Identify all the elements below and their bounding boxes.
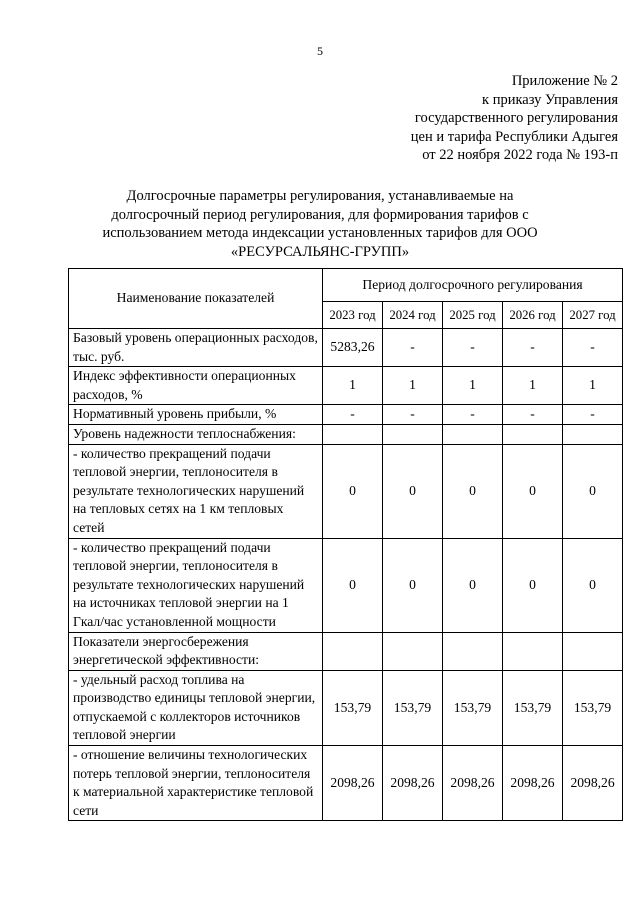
row-value: 2098,26: [323, 746, 383, 821]
table-row: [69, 444, 623, 538]
row-value: 2098,26: [563, 746, 623, 821]
row-value: 2098,26: [383, 746, 443, 821]
row-value: 1: [563, 367, 623, 405]
row-name: - количество прекращений подачи тепловой энергии, теплоносителя в результате технологических нарушений на источниках тепловой энергии на 1 Гкал/час установленной мощности: [69, 538, 323, 632]
row-value: 0: [563, 538, 623, 632]
row-value: 0: [383, 538, 443, 632]
table-header-row: [69, 269, 623, 302]
row-value: 0: [383, 444, 443, 538]
row-name: - удельный расход топлива на производство единицы тепловой энергии, отпускаемой с коллекторов источников тепловой энергии: [69, 670, 323, 745]
table-row: [69, 405, 623, 425]
row-value: 1: [503, 367, 563, 405]
table-row: [69, 424, 623, 444]
row-value: 0: [323, 444, 383, 538]
row-value: 5283,26: [323, 329, 383, 367]
row-value: [443, 632, 503, 670]
row-name: Нормативный уровень прибыли, %: [69, 405, 323, 425]
row-value: 153,79: [383, 670, 443, 745]
appendix-line: от 22 ноября 2022 года № 193-п: [422, 147, 618, 164]
row-name: Показатели энергосбережения энергетической эффективности:: [69, 632, 323, 670]
row-value: 0: [443, 538, 503, 632]
row-value: [383, 632, 443, 670]
table-row: [69, 329, 623, 367]
row-value: [383, 424, 443, 444]
row-name: - количество прекращений подачи тепловой энергии, теплоносителя в результате технологических нарушений на тепловых сетях на 1 км тепловых сетей: [69, 444, 323, 538]
row-value: [323, 424, 383, 444]
row-value: -: [443, 405, 503, 425]
appendix-block: [411, 72, 618, 165]
appendix-line: государственного регулирования: [414, 110, 618, 127]
row-value: [563, 424, 623, 444]
row-value: -: [443, 329, 503, 367]
row-value: 1: [443, 367, 503, 405]
title-line: долгосрочный период регулирования, для формирования тарифов с: [111, 206, 529, 223]
row-value: 0: [503, 538, 563, 632]
title-line: использованием метода индексации установленных тарифов для ООО: [102, 225, 538, 242]
row-value: [443, 424, 503, 444]
document-title: [80, 187, 560, 261]
name-column-header: Наименование показателей: [69, 269, 323, 329]
row-value: -: [503, 405, 563, 425]
period-column-header: Период долгосрочного регулирования: [323, 269, 623, 302]
row-value: 0: [443, 444, 503, 538]
row-value: 0: [503, 444, 563, 538]
year-header: 2027 год: [563, 302, 623, 329]
page-number: 5: [317, 44, 323, 58]
parameters-table: [68, 268, 623, 821]
row-value: 0: [323, 538, 383, 632]
row-value: 1: [383, 367, 443, 405]
row-name: Уровень надежности теплоснабжения:: [69, 424, 323, 444]
row-value: [503, 424, 563, 444]
row-value: [563, 632, 623, 670]
row-name: - отношение величины технологических потерь тепловой энергии, теплоносителя к материальной характеристике тепловой сети: [69, 746, 323, 821]
table-row: [69, 746, 623, 821]
appendix-line: цен и тарифа Республики Адыгея: [410, 128, 618, 145]
row-value: 2098,26: [443, 746, 503, 821]
table-row: [69, 538, 623, 632]
row-value: -: [383, 329, 443, 367]
year-header: 2023 год: [323, 302, 383, 329]
title-line: Долгосрочные параметры регулирования, устанавливаемые на: [126, 188, 514, 204]
row-value: 153,79: [443, 670, 503, 745]
appendix-line: к приказу Управления: [482, 91, 618, 108]
year-header: 2024 год: [383, 302, 443, 329]
appendix-line: Приложение № 2: [511, 73, 618, 89]
row-value: [323, 632, 383, 670]
row-name: Индекс эффективности операционных расходов, %: [69, 367, 323, 405]
row-value: -: [383, 405, 443, 425]
table-row: [69, 632, 623, 670]
row-value: 0: [563, 444, 623, 538]
year-header: 2026 год: [503, 302, 563, 329]
year-header: 2025 год: [443, 302, 503, 329]
row-name: Базовый уровень операционных расходов, тыс. руб.: [69, 329, 323, 367]
row-value: -: [323, 405, 383, 425]
row-value: 153,79: [503, 670, 563, 745]
row-value: -: [503, 329, 563, 367]
row-value: -: [563, 329, 623, 367]
row-value: 153,79: [323, 670, 383, 745]
row-value: 153,79: [563, 670, 623, 745]
table-row: [69, 670, 623, 745]
row-value: -: [563, 405, 623, 425]
row-value: 2098,26: [503, 746, 563, 821]
row-value: 1: [323, 367, 383, 405]
row-value: [503, 632, 563, 670]
title-line: «РЕСУРСАЛЬЯНС-ГРУПП»: [230, 243, 410, 260]
table-row: [69, 367, 623, 405]
